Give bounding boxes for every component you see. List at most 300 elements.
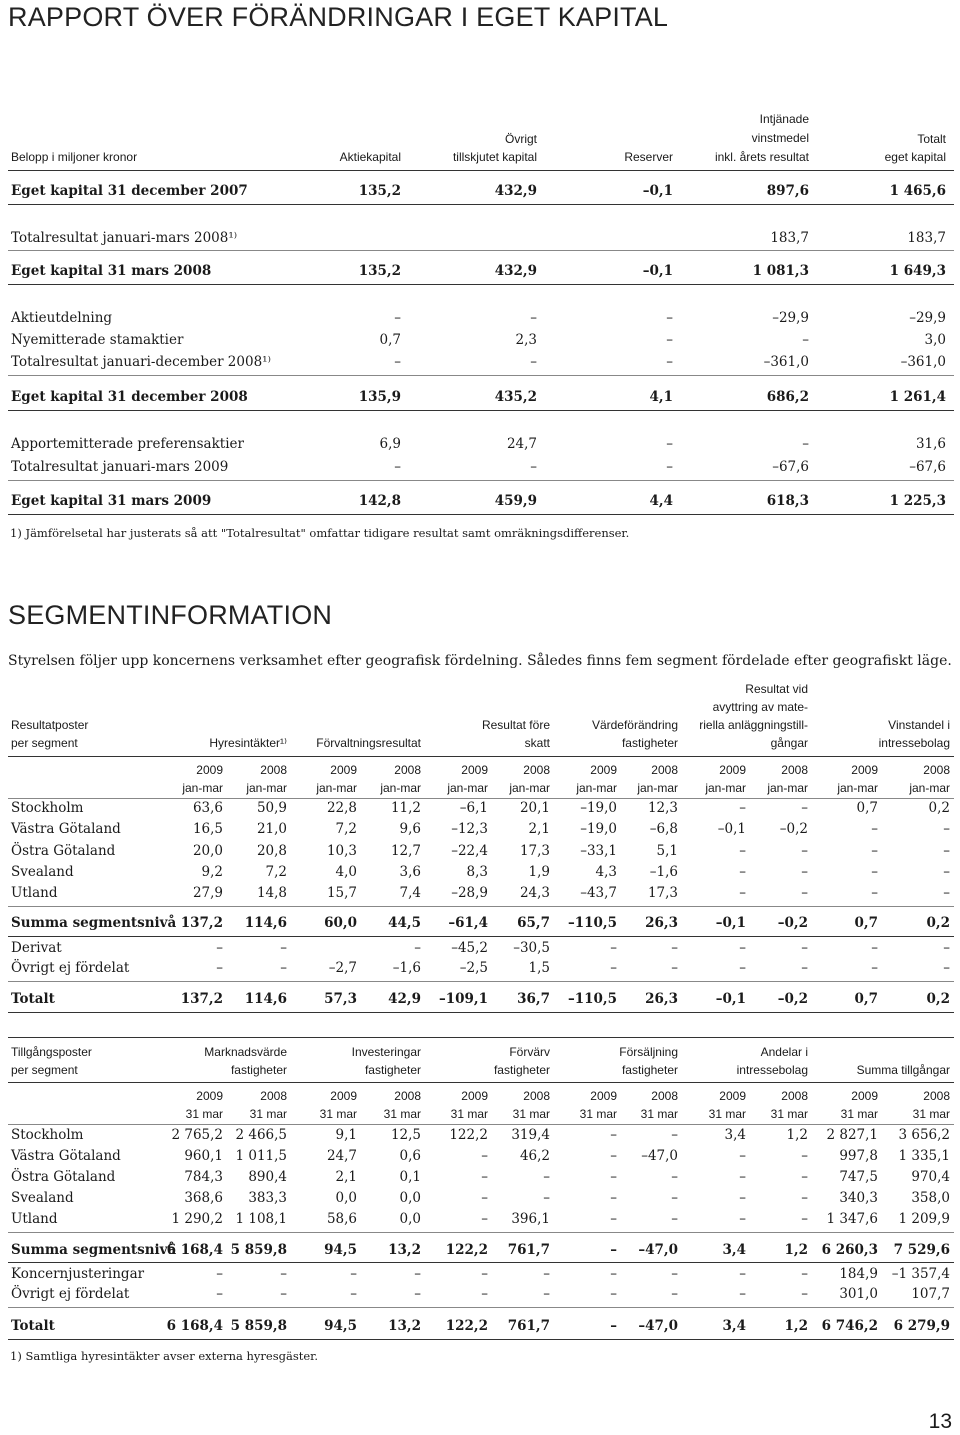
value-cell: –	[671, 960, 678, 976]
value-cell: –	[671, 1169, 678, 1185]
value-cell: 11,2	[390, 800, 421, 816]
value-cell: 137,2	[180, 915, 223, 931]
year-label: 2008	[651, 763, 678, 777]
assets-col-forsaljning-header-line1: Försäljning	[619, 1045, 678, 1059]
equity-col-ovrigt-header-line1: Övrigt	[504, 132, 537, 146]
table-row	[0, 989, 960, 1009]
value-cell: –	[801, 800, 808, 816]
value-cell: –	[871, 885, 878, 901]
value-cell: –	[543, 1266, 550, 1282]
value-cell: –	[801, 1190, 808, 1206]
value-cell: 383,3	[248, 1190, 287, 1206]
assets-label-header-line1: Tillgångsposter	[11, 1045, 92, 1059]
value-cell: 1 290,2	[171, 1211, 223, 1227]
value-cell: 432,9	[494, 263, 537, 279]
assets-top-rule	[8, 1037, 954, 1038]
row-rule	[8, 204, 954, 205]
value-cell: 0,1	[399, 1169, 421, 1185]
assets-col-summa-header: Summa tillgångar	[856, 1063, 950, 1077]
value-cell: –	[350, 1266, 357, 1282]
row-label: Stockholm	[11, 1127, 84, 1143]
value-cell: 1,2	[786, 1127, 808, 1143]
value-cell: 396,1	[511, 1211, 550, 1227]
value-cell: –61,4	[448, 915, 488, 931]
row-label: Eget kapital 31 december 2008	[11, 389, 248, 405]
value-cell: –	[394, 310, 401, 326]
value-cell: –361,0	[763, 354, 809, 370]
value-cell: –	[801, 960, 808, 976]
value-cell: –	[943, 821, 950, 837]
value-cell: –	[666, 310, 673, 326]
year-label: 2009	[461, 763, 488, 777]
value-cell: –	[871, 821, 878, 837]
value-cell: 5 859,8	[230, 1318, 287, 1334]
value-cell: –361,0	[900, 354, 946, 370]
equity-row	[0, 228, 960, 248]
value-cell: 319,4	[511, 1127, 550, 1143]
row-rule	[8, 981, 954, 982]
equity-header-rule	[8, 170, 954, 171]
value-cell: –	[871, 940, 878, 956]
year-label: 2009	[719, 1089, 746, 1103]
period-label: jan-mar	[576, 781, 617, 795]
value-cell: 7,2	[265, 864, 287, 880]
equity-row	[0, 330, 960, 350]
value-cell: 3,4	[722, 1242, 746, 1258]
assets-footnote: 1) Samtliga hyresintäkter avser externa hyresgäster.	[10, 1349, 319, 1363]
equity-col-intjanade-header-line3: inkl. årets resultat	[714, 150, 809, 164]
value-cell: 17,3	[647, 885, 678, 901]
value-cell: –	[739, 1169, 746, 1185]
value-cell: –12,3	[451, 821, 488, 837]
value-cell: 17,3	[519, 843, 550, 859]
value-cell: –	[739, 940, 746, 956]
assets-col-marknadsvarde-header-line2: fastigheter	[230, 1063, 287, 1077]
value-cell: 4,0	[335, 864, 357, 880]
value-cell: –	[280, 1266, 287, 1282]
value-cell: 24,7	[506, 436, 537, 452]
value-cell: 10,3	[326, 843, 357, 859]
period-label: 31 mar	[840, 1107, 878, 1121]
result-col-avyttring-header-line3: riella anläggningstill-	[699, 718, 808, 732]
value-cell: –	[666, 436, 673, 452]
period-label: jan-mar	[182, 781, 223, 795]
value-cell: 36,7	[517, 991, 550, 1007]
value-cell: 1 209,9	[898, 1211, 950, 1227]
value-cell: 784,3	[184, 1169, 223, 1185]
result-label-header-line2: per segment	[11, 736, 78, 750]
value-cell: –110,5	[567, 991, 617, 1007]
period-label: 31 mar	[185, 1107, 223, 1121]
value-cell: –0,1	[715, 991, 746, 1007]
value-cell: –	[802, 332, 809, 348]
value-cell: 3,6	[399, 864, 421, 880]
value-cell: –	[414, 1286, 421, 1302]
value-cell: 24,3	[519, 885, 550, 901]
value-cell: 6 168,4	[166, 1242, 223, 1258]
value-cell: 301,0	[839, 1286, 878, 1302]
row-rule	[8, 410, 954, 411]
value-cell: –	[280, 940, 287, 956]
row-label: Koncernjusteringar	[11, 1266, 145, 1282]
value-cell: –	[530, 459, 537, 475]
value-cell: –0,1	[715, 915, 746, 931]
row-label: Utland	[11, 885, 58, 901]
value-cell: –	[610, 940, 617, 956]
value-cell: 2,1	[528, 821, 550, 837]
year-label: 2009	[330, 1089, 357, 1103]
value-cell: 2 765,2	[171, 1127, 223, 1143]
value-cell: –	[801, 1286, 808, 1302]
value-cell: 3,4	[724, 1127, 746, 1143]
value-cell: –0,1	[717, 821, 746, 837]
value-cell: –1 357,4	[891, 1266, 950, 1282]
value-cell: 0,6	[399, 1148, 421, 1164]
value-cell: –2,5	[459, 960, 488, 976]
assets-col-forvarv-header-line2: fastigheter	[493, 1063, 550, 1077]
table-row	[0, 1264, 960, 1284]
value-cell: 358,0	[911, 1190, 950, 1206]
value-cell: 122,2	[449, 1127, 488, 1143]
value-cell: –29,9	[909, 310, 946, 326]
row-rule	[8, 1339, 954, 1340]
value-cell: –	[543, 1286, 550, 1302]
segment-intro: Styrelsen följer upp koncernens verksamhet efter geografisk fördelning. Således finns fem segment fördelade efter geografiskt läge.	[8, 653, 952, 669]
value-cell: –	[739, 960, 746, 976]
value-cell: 63,6	[192, 800, 223, 816]
value-cell: 4,4	[649, 493, 673, 509]
value-cell: –	[671, 1286, 678, 1302]
assets-col-andelar-header-line2: intressebolag	[736, 1063, 808, 1077]
value-cell: 12,3	[647, 800, 678, 816]
value-cell: 31,6	[915, 436, 946, 452]
value-cell: 435,2	[494, 389, 537, 405]
equity-row	[0, 457, 960, 477]
row-label: Svealand	[11, 864, 74, 880]
period-label: jan-mar	[246, 781, 287, 795]
row-rule	[8, 1262, 954, 1263]
result-col-avyttring-header-line1: Resultat vid	[745, 682, 808, 696]
year-label: 2009	[590, 1089, 617, 1103]
value-cell: –110,5	[567, 915, 617, 931]
row-label: Totalresultat januari-mars 2008¹⁾	[11, 230, 238, 246]
value-cell: 1 108,1	[235, 1211, 287, 1227]
table-row	[0, 1146, 960, 1166]
value-cell: –	[943, 940, 950, 956]
value-cell: –1,6	[649, 864, 678, 880]
page-number: 13	[928, 1410, 952, 1433]
value-cell: –47,0	[638, 1318, 678, 1334]
row-rule	[8, 250, 954, 251]
value-cell: –6,1	[459, 800, 488, 816]
value-cell: –	[801, 1211, 808, 1227]
equity-col-intjanade-header-line2: vinstmedel	[751, 131, 809, 145]
value-cell: 9,6	[399, 821, 421, 837]
value-cell: 135,2	[358, 183, 401, 199]
value-cell: 107,7	[911, 1286, 950, 1302]
value-cell: 7,4	[399, 885, 421, 901]
value-cell: –47,0	[638, 1242, 678, 1258]
value-cell: 58,6	[326, 1211, 357, 1227]
year-label: 2009	[196, 763, 223, 777]
period-label: jan-mar	[316, 781, 357, 795]
equity-row	[0, 352, 960, 372]
year-label: 2009	[851, 763, 878, 777]
value-cell: 0,7	[379, 332, 401, 348]
equity-col-ovrigt-header-line2: tillskjutet kapital	[452, 150, 537, 164]
value-cell: –	[610, 1127, 617, 1143]
result-col-vinstandel-header-line1: Vinstandel i	[888, 718, 950, 732]
value-cell: 761,7	[507, 1242, 550, 1258]
row-label: Totalresultat januari-december 2008¹⁾	[11, 354, 271, 370]
value-cell: 135,2	[358, 263, 401, 279]
value-cell: 50,9	[256, 800, 287, 816]
value-cell: –	[671, 940, 678, 956]
value-cell: –	[671, 1127, 678, 1143]
value-cell: –	[739, 800, 746, 816]
result-col-resultat-header-line2: skatt	[524, 736, 550, 750]
value-cell: 0,7	[856, 800, 878, 816]
value-cell: 8,3	[466, 864, 488, 880]
value-cell: –	[610, 1190, 617, 1206]
equity-col-intjanade-header-line1: Intjänade	[759, 112, 809, 126]
result-col-avyttring-header-line4: gångar	[770, 736, 808, 750]
period-label: 31 mar	[708, 1107, 746, 1121]
period-label: 31 mar	[319, 1107, 357, 1121]
value-cell: –	[530, 310, 537, 326]
year-label: 2009	[851, 1089, 878, 1103]
row-label: Totalresultat januari-mars 2009	[11, 459, 229, 475]
value-cell: 135,9	[358, 389, 401, 405]
row-rule	[8, 284, 954, 285]
value-cell: 747,5	[839, 1169, 878, 1185]
value-cell: –29,9	[772, 310, 809, 326]
value-cell: –	[610, 1266, 617, 1282]
result-col-vinstandel-header-line2: intressebolag	[878, 736, 950, 750]
value-cell: 0,7	[854, 991, 878, 1007]
value-cell: 1 011,5	[235, 1148, 287, 1164]
value-cell: 26,3	[645, 915, 678, 931]
row-label: Eget kapital 31 mars 2009	[11, 493, 212, 509]
value-cell: 368,6	[184, 1190, 223, 1206]
value-cell: 183,7	[770, 230, 809, 246]
result-col-resultat-header-line1: Resultat före	[481, 718, 550, 732]
value-cell: –47,0	[641, 1148, 678, 1164]
year-label: 2009	[196, 1089, 223, 1103]
row-rule	[8, 514, 954, 515]
table-row	[0, 938, 960, 958]
year-label: 2008	[923, 1089, 950, 1103]
table-row	[0, 841, 960, 861]
row-rule	[8, 1232, 954, 1233]
period-label: jan-mar	[909, 781, 950, 795]
value-cell: 15,7	[326, 885, 357, 901]
value-cell: 761,7	[507, 1318, 550, 1334]
value-cell: –	[481, 1286, 488, 1302]
result-header-rule	[8, 756, 954, 757]
value-cell: 12,5	[390, 1127, 421, 1143]
value-cell: 65,7	[517, 915, 550, 931]
value-cell: 0,0	[335, 1190, 357, 1206]
row-rule	[8, 1012, 954, 1013]
value-cell: 14,8	[256, 885, 287, 901]
table-row	[0, 913, 960, 933]
value-cell: 57,3	[324, 991, 357, 1007]
result-label-header-line1: Resultatposter	[11, 718, 89, 732]
equity-col-totalt-header-line1: Totalt	[917, 132, 946, 146]
row-label: Summa segmentsnivå	[11, 915, 177, 931]
period-label: jan-mar	[637, 781, 678, 795]
value-cell: –67,6	[909, 459, 946, 475]
value-cell: 1,2	[784, 1242, 808, 1258]
value-cell: 2,3	[515, 332, 537, 348]
value-cell: 1 081,3	[752, 263, 809, 279]
value-cell: –1,6	[392, 960, 421, 976]
value-cell: –	[543, 1190, 550, 1206]
row-rule	[8, 375, 954, 376]
value-cell: 0,2	[926, 915, 950, 931]
year-label: 2008	[523, 1089, 550, 1103]
table-row	[0, 1125, 960, 1145]
row-label: Summa segmentsnivå	[11, 1242, 177, 1258]
assets-header-rule	[8, 1082, 954, 1083]
value-cell: 22,8	[326, 800, 357, 816]
value-cell: –2,7	[328, 960, 357, 976]
value-cell: –	[394, 459, 401, 475]
value-cell: 9,2	[201, 864, 223, 880]
value-cell: –	[610, 1211, 617, 1227]
value-cell: 970,4	[911, 1169, 950, 1185]
value-cell: 6 279,9	[893, 1318, 950, 1334]
value-cell: 4,1	[649, 389, 673, 405]
row-label: Svealand	[11, 1190, 74, 1206]
value-cell: –	[610, 1148, 617, 1164]
value-cell: –	[871, 843, 878, 859]
value-cell: –	[481, 1211, 488, 1227]
value-cell: –	[801, 843, 808, 859]
value-cell: 1 465,6	[889, 183, 946, 199]
value-cell: –	[739, 1211, 746, 1227]
value-cell: 9,1	[335, 1127, 357, 1143]
value-cell: 2 827,1	[826, 1127, 878, 1143]
value-cell: –	[280, 960, 287, 976]
value-cell: 1 335,1	[898, 1148, 950, 1164]
equity-col-label-header: Belopp i miljoner kronor	[11, 150, 138, 164]
value-cell: –	[610, 1318, 617, 1334]
value-cell: –	[671, 1211, 678, 1227]
assets-col-marknadsvarde-header-line1: Marknadsvärde	[204, 1045, 287, 1059]
table-row	[0, 958, 960, 978]
period-label: 31 mar	[770, 1107, 808, 1121]
period-label: 31 mar	[249, 1107, 287, 1121]
value-cell: 184,9	[839, 1266, 878, 1282]
value-cell: 94,5	[324, 1242, 357, 1258]
value-cell: –0,1	[642, 183, 673, 199]
value-cell: 0,2	[928, 800, 950, 816]
table-row	[0, 1316, 960, 1336]
equity-title: RAPPORT ÖVER FÖRÄNDRINGAR I EGET KAPITAL	[8, 2, 669, 32]
equity-row	[0, 491, 960, 511]
row-rule	[8, 1307, 954, 1308]
value-cell: –	[739, 1148, 746, 1164]
value-cell: 618,3	[766, 493, 809, 509]
period-label: jan-mar	[705, 781, 746, 795]
value-cell: 122,2	[445, 1318, 488, 1334]
year-label: 2009	[330, 763, 357, 777]
value-cell: 6 746,2	[821, 1318, 878, 1334]
period-label: 31 mar	[450, 1107, 488, 1121]
value-cell: –	[801, 1148, 808, 1164]
value-cell: –6,8	[649, 821, 678, 837]
period-label: jan-mar	[837, 781, 878, 795]
value-cell: –30,5	[513, 940, 550, 956]
year-label: 2009	[461, 1089, 488, 1103]
equity-col-totalt-header-line2: eget kapital	[884, 150, 946, 164]
value-cell: 7,2	[335, 821, 357, 837]
value-cell: 0,0	[399, 1190, 421, 1206]
year-label: 2008	[781, 763, 808, 777]
value-cell: –	[350, 1286, 357, 1302]
value-cell: –	[801, 1266, 808, 1282]
value-cell: 897,6	[766, 183, 809, 199]
row-label: Västra Götaland	[11, 821, 121, 837]
row-label: Apportemitterade preferensaktier	[11, 436, 244, 452]
value-cell: 46,2	[519, 1148, 550, 1164]
value-cell: –	[801, 885, 808, 901]
row-label: Derivat	[11, 940, 62, 956]
value-cell: –	[801, 940, 808, 956]
period-label: jan-mar	[447, 781, 488, 795]
value-cell: 1,2	[784, 1318, 808, 1334]
value-cell: 26,3	[645, 991, 678, 1007]
row-label: Stockholm	[11, 800, 84, 816]
row-label: Totalt	[11, 1318, 55, 1334]
result-col-vardeforandring-header-line2: fastigheter	[621, 736, 678, 750]
value-cell: –	[943, 864, 950, 880]
year-label: 2008	[260, 763, 287, 777]
value-cell: –	[216, 940, 223, 956]
value-cell: 142,8	[358, 493, 401, 509]
value-cell: 0,2	[926, 991, 950, 1007]
period-label: 31 mar	[579, 1107, 617, 1121]
value-cell: 13,2	[388, 1242, 421, 1258]
row-label: Övrigt ej fördelat	[11, 1286, 130, 1302]
value-cell: 114,6	[244, 915, 287, 931]
year-label: 2009	[590, 763, 617, 777]
equity-row	[0, 434, 960, 454]
segment-title: SEGMENTINFORMATION	[8, 600, 333, 630]
row-rule	[8, 480, 954, 481]
value-cell: –	[802, 436, 809, 452]
year-label: 2008	[923, 763, 950, 777]
equity-col-aktiekapital-header: Aktiekapital	[339, 150, 401, 164]
equity-col-reserver-header: Reserver	[624, 150, 673, 164]
value-cell: 21,0	[256, 821, 287, 837]
value-cell: –	[216, 1286, 223, 1302]
value-cell: 12,7	[390, 843, 421, 859]
value-cell: –	[801, 864, 808, 880]
row-label: Eget kapital 31 december 2007	[11, 183, 248, 199]
period-label: jan-mar	[509, 781, 550, 795]
result-col-hyresintakter-header: Hyresintäkter¹⁾	[209, 736, 287, 750]
value-cell: 340,3	[839, 1190, 878, 1206]
value-cell: –	[543, 1169, 550, 1185]
value-cell: –0,2	[777, 991, 808, 1007]
value-cell: –	[871, 864, 878, 880]
value-cell: 2 466,5	[235, 1127, 287, 1143]
year-label: 2008	[394, 763, 421, 777]
value-cell: 3 656,2	[898, 1127, 950, 1143]
